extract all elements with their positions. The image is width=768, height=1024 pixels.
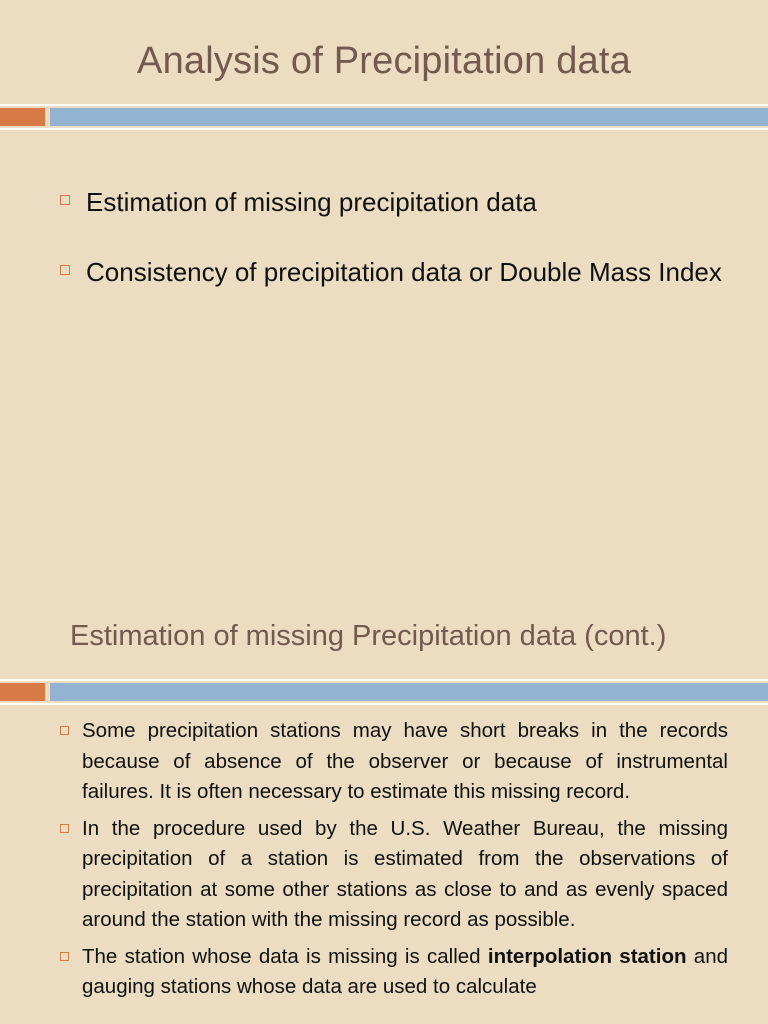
bullet-item xyxy=(60,716,728,808)
header-divider-line xyxy=(0,128,768,130)
accent-bar-orange xyxy=(0,683,45,701)
header-divider-line xyxy=(0,703,768,705)
accent-bar-blue xyxy=(50,108,768,126)
bullet-item xyxy=(60,254,740,290)
slide-2-title: Estimation of missing Precipitation data (cont.) xyxy=(70,620,667,652)
bullet-text: Consistency of precipitation data or Double Mass Index xyxy=(86,257,722,287)
square-bullet-icon xyxy=(60,952,69,961)
slide-1-bullet-list xyxy=(60,184,740,308)
header-divider-line xyxy=(0,104,768,106)
bullet-item xyxy=(60,942,728,1003)
square-bullet-icon xyxy=(60,824,69,833)
bullet-item xyxy=(60,184,740,220)
bold-term: interpolation station xyxy=(487,944,687,968)
bullet-text: In the procedure used by the U.S. Weather Bureau, the missing precipitation of a station is estimated from the observations of precipitation at some other stations as close to and as evenly spaced around the station with the missing record as possible. xyxy=(82,816,728,931)
accent-bar-orange xyxy=(0,108,45,126)
bullet-item xyxy=(60,814,728,936)
square-bullet-icon xyxy=(60,265,70,275)
bullet-text-part: The station whose data is missing is called xyxy=(82,944,488,968)
slide-2 xyxy=(0,600,768,1024)
bullet-text-part: and gauging stations whose data are used to calculate xyxy=(82,944,728,998)
square-bullet-icon xyxy=(60,195,70,205)
accent-bar-blue xyxy=(50,683,768,701)
header-divider-line xyxy=(0,679,768,681)
bullet-text: Estimation of missing precipitation data xyxy=(86,187,537,217)
square-bullet-icon xyxy=(60,726,69,735)
slide-2-bullet-list xyxy=(60,716,728,1009)
slide-1-title: Analysis of Precipitation data xyxy=(137,40,631,82)
bullet-text: Some precipitation stations may have short breaks in the records because of absence of the observer or because of instrumental failures. It is often necessary to estimate this missing record. xyxy=(82,719,728,803)
